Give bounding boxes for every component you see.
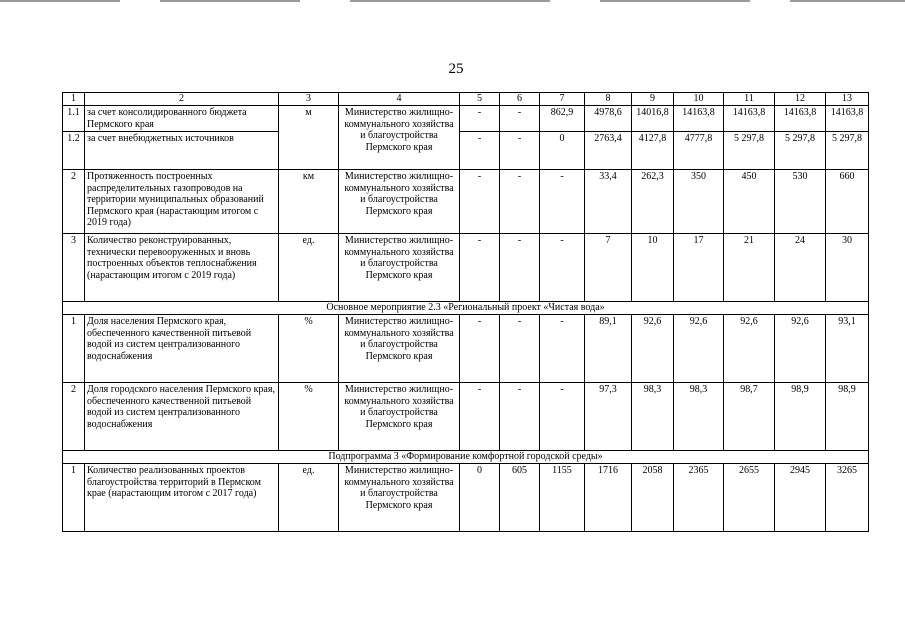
value-cell: - <box>500 170 540 234</box>
value-cell: 14163,8 <box>775 106 826 132</box>
unit-cell: км <box>279 170 339 234</box>
row-number: 3 <box>63 234 85 302</box>
value-cell: 7 <box>585 234 632 302</box>
value-cell: 1716 <box>585 464 632 532</box>
value-cell: 2945 <box>775 464 826 532</box>
value-cell: 3265 <box>826 464 869 532</box>
header-cell: 5 <box>460 93 500 106</box>
value-cell: 2365 <box>674 464 724 532</box>
value-cell: - <box>460 383 500 451</box>
indicator-name: Доля населения Пермского края, обеспеченного качественной питьевой водой из систем централизованного водоснабжения <box>85 315 279 383</box>
header-cell: 2 <box>85 93 279 106</box>
ministry-cell: Министерство жилищно-коммунального хозяйства и благоустройства Пермского края <box>339 106 460 170</box>
value-cell: 4127,8 <box>632 132 674 170</box>
row-number: 1 <box>63 315 85 383</box>
value-cell: - <box>460 315 500 383</box>
value-cell: 5 297,8 <box>775 132 826 170</box>
value-cell: 89,1 <box>585 315 632 383</box>
header-cell: 12 <box>775 93 826 106</box>
value-cell: 2058 <box>632 464 674 532</box>
indicator-name: Количество реализованных проектов благоустройства территорий в Пермском крае (нарастающим итогом с 2017 года) <box>85 464 279 532</box>
row-number: 1.2 <box>63 132 85 170</box>
table-row <box>63 234 869 302</box>
value-cell: - <box>500 132 540 170</box>
value-cell: - <box>460 234 500 302</box>
header-cell: 10 <box>674 93 724 106</box>
value-cell: 93,1 <box>826 315 869 383</box>
section-title: Основное мероприятие 2.3 «Региональный проект «Чистая вода» <box>63 302 869 315</box>
value-cell: 10 <box>632 234 674 302</box>
unit-cell: % <box>279 383 339 451</box>
value-cell: - <box>540 234 585 302</box>
row-number: 2 <box>63 170 85 234</box>
indicator-name: за счет консолидированного бюджета Пермского края <box>85 106 279 132</box>
header-cell: 13 <box>826 93 869 106</box>
value-cell: 98,7 <box>724 383 775 451</box>
header-cell: 8 <box>585 93 632 106</box>
header-cell: 4 <box>339 93 460 106</box>
value-cell: - <box>540 170 585 234</box>
table-row <box>63 170 869 234</box>
table-header-row <box>63 93 869 106</box>
header-cell: 1 <box>63 93 85 106</box>
value-cell: 92,6 <box>632 315 674 383</box>
value-cell: 605 <box>500 464 540 532</box>
value-cell: 1155 <box>540 464 585 532</box>
unit-cell: % <box>279 315 339 383</box>
unit-cell: ед. <box>279 464 339 532</box>
value-cell: 5 297,8 <box>724 132 775 170</box>
value-cell: - <box>460 106 500 132</box>
value-cell: 2655 <box>724 464 775 532</box>
value-cell: 450 <box>724 170 775 234</box>
value-cell: 33,4 <box>585 170 632 234</box>
ministry-cell: Министерство жилищно-коммунального хозяйства и благоустройства Пермского края <box>339 315 460 383</box>
value-cell: - <box>500 315 540 383</box>
ministry-cell: Министерство жилищно-коммунального хозяйства и благоустройства Пермского края <box>339 234 460 302</box>
value-cell: 97,3 <box>585 383 632 451</box>
value-cell: 14016,8 <box>632 106 674 132</box>
indicator-name: Доля городского населения Пермского края, обеспеченного качественной питьевой водой из систем централизованного водоснабжения <box>85 383 279 451</box>
value-cell: 4777,8 <box>674 132 724 170</box>
value-cell: 0 <box>460 464 500 532</box>
row-number: 2 <box>63 383 85 451</box>
header-cell: 3 <box>279 93 339 106</box>
value-cell: - <box>500 106 540 132</box>
table-row <box>63 464 869 532</box>
table-row <box>63 383 869 451</box>
value-cell: 98,3 <box>674 383 724 451</box>
ministry-cell: Министерство жилищно-коммунального хозяйства и благоустройства Пермского края <box>339 383 460 451</box>
header-cell: 7 <box>540 93 585 106</box>
value-cell: 14163,8 <box>826 106 869 132</box>
value-cell: 98,3 <box>632 383 674 451</box>
value-cell: 98,9 <box>775 383 826 451</box>
value-cell: - <box>500 234 540 302</box>
table-row <box>63 106 869 132</box>
value-cell: 92,6 <box>674 315 724 383</box>
value-cell: - <box>540 315 585 383</box>
indicator-name: за счет внебюджетных источников <box>85 132 279 170</box>
value-cell: 98,9 <box>826 383 869 451</box>
value-cell: 14163,8 <box>724 106 775 132</box>
header-cell: 9 <box>632 93 674 106</box>
value-cell: 660 <box>826 170 869 234</box>
unit-cell: м <box>279 106 339 170</box>
indicator-name: Протяженность построенных распределительных газопроводов на территории муниципальных образований Пермского края (нарастающим итогом с 2019 года) <box>85 170 279 234</box>
row-number: 1 <box>63 464 85 532</box>
value-cell: - <box>540 383 585 451</box>
section-title: Подпрограмма 3 «Формирование комфортной городской среды» <box>63 451 869 464</box>
indicator-name: Количество реконструированных, технически перевооруженных и вновь построенных объектов теплоснабжения (нарастающим итогом с 2019 года) <box>85 234 279 302</box>
value-cell: - <box>460 132 500 170</box>
scan-top-edge <box>0 0 905 3</box>
value-cell: 2763,4 <box>585 132 632 170</box>
header-cell: 6 <box>500 93 540 106</box>
value-cell: 0 <box>540 132 585 170</box>
ministry-cell: Министерство жилищно-коммунального хозяйства и благоустройства Пермского края <box>339 170 460 234</box>
indicators-table <box>62 92 869 532</box>
value-cell: 14163,8 <box>674 106 724 132</box>
value-cell: 30 <box>826 234 869 302</box>
value-cell: 530 <box>775 170 826 234</box>
header-cell: 11 <box>724 93 775 106</box>
value-cell: 24 <box>775 234 826 302</box>
section-row <box>63 302 869 315</box>
value-cell: 92,6 <box>775 315 826 383</box>
page-number: 25 <box>448 61 464 77</box>
value-cell: 21 <box>724 234 775 302</box>
value-cell: 350 <box>674 170 724 234</box>
value-cell: 4978,6 <box>585 106 632 132</box>
value-cell: - <box>460 170 500 234</box>
row-number: 1.1 <box>63 106 85 132</box>
table-row <box>63 315 869 383</box>
section-row <box>63 451 869 464</box>
value-cell: 862,9 <box>540 106 585 132</box>
table-row <box>63 132 869 170</box>
value-cell: 262,3 <box>632 170 674 234</box>
value-cell: - <box>500 383 540 451</box>
value-cell: 17 <box>674 234 724 302</box>
ministry-cell: Министерство жилищно-коммунального хозяйства и благоустройства Пермского края <box>339 464 460 532</box>
value-cell: 5 297,8 <box>826 132 869 170</box>
value-cell: 92,6 <box>724 315 775 383</box>
unit-cell: ед. <box>279 234 339 302</box>
